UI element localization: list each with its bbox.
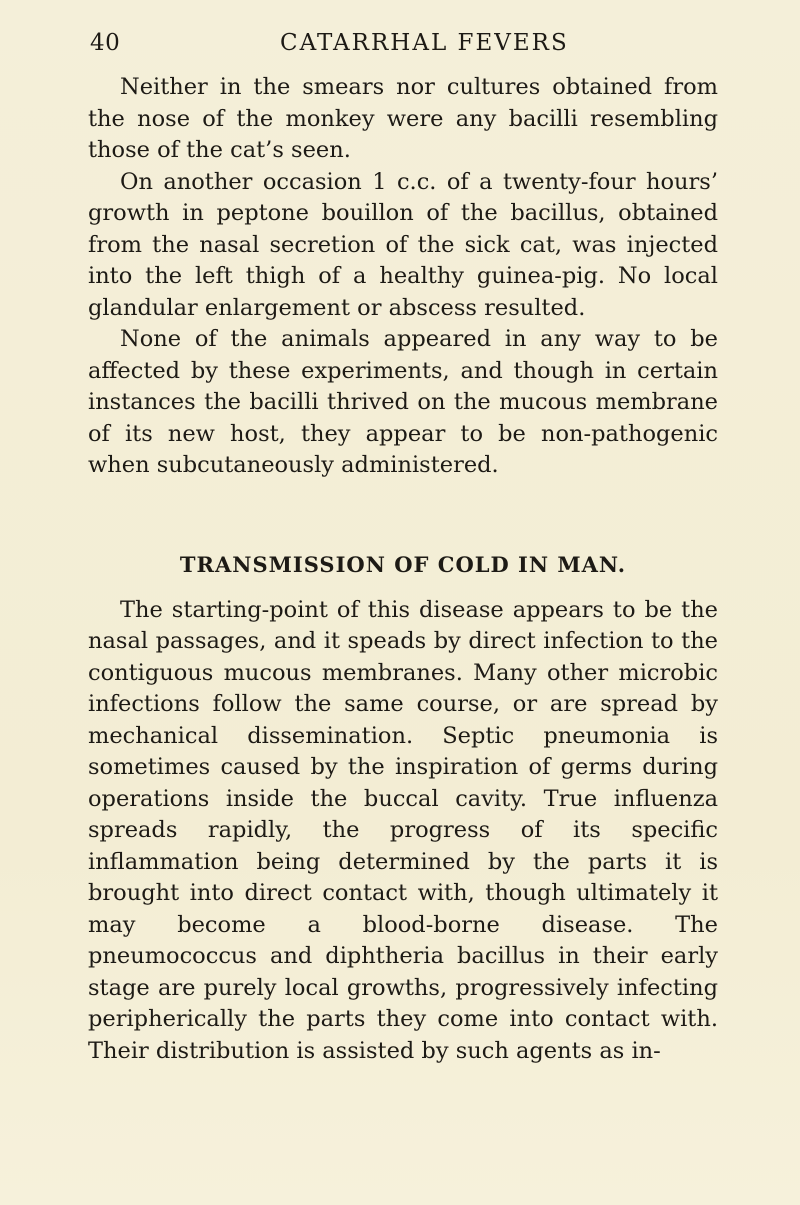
page-number: 40 [90,30,121,56]
section-heading: TRANSMISSION OF COLD IN MAN. [179,551,627,577]
body-text [88,72,718,1067]
paragraph: Neither in the smears nor cultures obtained from the nose of the monkey were any bacilli resembling those of the cat’s seen. [88,74,718,163]
paragraph: On another occasion 1 c.c. of a twenty-four hours’ growth in peptone bouillon of the bacillus, obtained from the nasal secretion of the sick cat, was injected into the left thigh of a healthy guinea-pig. No local glandular enlargement or abscess resulted. [88,168,718,321]
paragraph: None of the animals appeared in any way to be affected by these experiments, and though in certain instances the bacilli thrived on the mucous membrane of its new host, they appear to be non-pathogenic when subcutaneously administered. [88,326,718,478]
paragraph: The starting-point of this disease appears to be the nasal passages, and it speads by direct infection to the contiguous mucous membranes. Many other microbic infections follow the same course, or are spread by mechanical dissemination. Septic pneumonia is sometimes caused by the inspiration of germs during operations inside the buccal cavity. True influenza spreads rapidly, the progress of its specific inflammation being determined by the parts it is brought into direct contact with, though ultimately it may become a blood-borne disease. The pneumococcus and diphtheria bacillus in their early stage are purely local growths, progressively infecting peripherically the parts they come into contact with. Their distribution is assisted by such agents as in- [88,596,718,1064]
page-header [0,20,800,60]
running-head: CATARRHAL FEVERS [280,30,569,56]
